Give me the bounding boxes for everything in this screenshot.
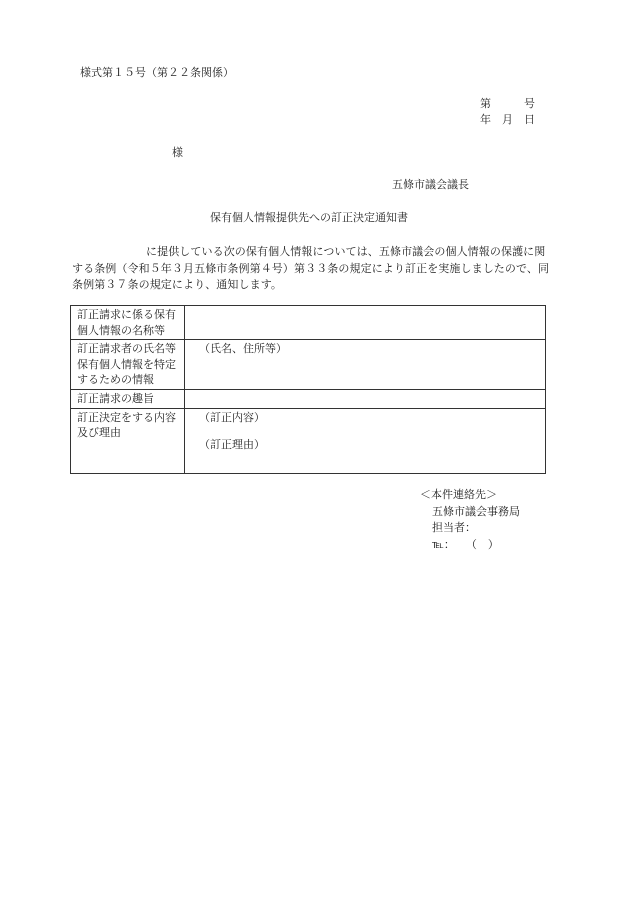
table-label: 訂正請求の趣旨 [71, 390, 185, 409]
body-paragraph-text: に提供している次の保有個人情報については、五條市議会の個人情報の保護に関する条例（令和５年３月五條市条例第４号）第３３条の規定により訂正を実施しましたので、同条例第３７条の規定により、通知します。 [72, 245, 550, 291]
table-value [185, 306, 546, 340]
form-number: 様式第１５号（第２２条関係） [80, 66, 234, 79]
contact-person: 担当者： [432, 521, 476, 534]
table-row [71, 390, 546, 409]
table-label: 訂正請求者の氏名等保有個人情報を特定するための情報 [71, 340, 185, 390]
document-title: 保有個人情報提供先への訂正決定通知書 [210, 211, 408, 224]
correction-reason: （訂正理由） [199, 438, 265, 451]
table-label: 訂正請求に係る保有個人情報の名称等 [71, 306, 185, 340]
correction-content: （訂正内容） [199, 410, 265, 424]
info-table [70, 305, 546, 474]
sender: 五條市議会議長 [392, 178, 469, 191]
table-row [71, 408, 546, 473]
table-row [71, 340, 546, 390]
addressee: 様 [172, 146, 183, 159]
contact-office: 五條市議会事務局 [432, 504, 520, 518]
document-date: 年 月 日 [480, 113, 535, 126]
contact-tel: ℡： （ ） [432, 537, 499, 551]
document-number: 第 号 [480, 97, 535, 110]
table-value [185, 408, 546, 473]
contact-block [420, 487, 520, 553]
table-row [71, 306, 546, 340]
contact-heading: ＜本件連絡先＞ [420, 488, 497, 501]
table-label: 訂正決定をする内容及び理由 [71, 408, 185, 473]
body-paragraph [72, 244, 552, 294]
table-value [185, 390, 546, 409]
table-value: （氏名、住所等） [185, 340, 546, 390]
